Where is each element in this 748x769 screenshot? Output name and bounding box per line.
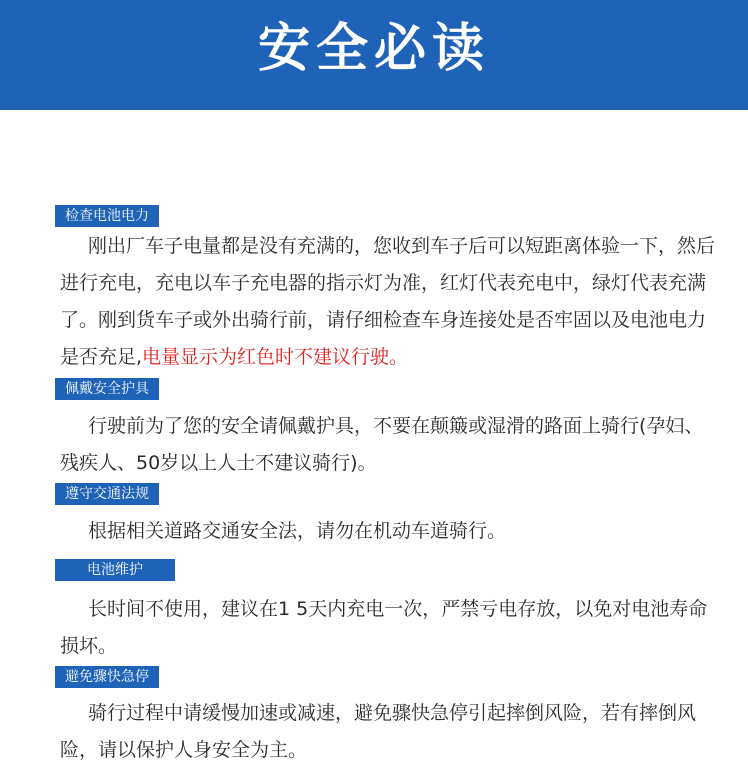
section-text-battery-maintenance: [60, 591, 720, 665]
battery-warning-text: 电量显示为红色时不建议行驶。: [142, 346, 409, 368]
section-label-battery-check: 检查电池电力: [55, 205, 159, 227]
page-title: 安全必读: [257, 19, 490, 79]
section-text-battery-check: [60, 228, 720, 376]
header-banner: [0, 0, 748, 110]
safety-content: [0, 110, 748, 765]
traffic-rules-body: 根据相关道路交通安全法，请勿在机动车道骑行。: [88, 520, 507, 542]
avoid-sudden-stop-body: 骑行过程中请缓慢加速或减速，避免骤快急停引起摔倒风险，若有摔倒风险，请以保护人身安全为主。: [60, 702, 697, 761]
section-text-protective-gear: [60, 408, 720, 482]
section-label-traffic-rules: 遵守交通法规: [55, 483, 159, 505]
section-label-battery-maintenance: 电池维护: [55, 559, 175, 581]
section-label-avoid-sudden-stop: 避免骤快急停: [55, 666, 159, 688]
section-text-avoid-sudden-stop: [60, 695, 720, 769]
section-label-protective-gear: 佩戴安全护具: [55, 378, 159, 400]
protective-gear-body: 行驶前为了您的安全请佩戴护具，不要在颠簸或湿滑的路面上骑行(孕妇、残疾人、50岁以上人士不建议骑行)。: [60, 415, 704, 474]
section-text-traffic-rules: [60, 513, 720, 550]
battery-maintenance-body: 长时间不使用，建议在1 5天内充电一次，严禁亏电存放，以免对电池寿命损坏。: [60, 598, 708, 657]
battery-check-body: 刚出厂车子电量都是没有充满的，您收到车子后可以短距离体验一下，然后进行充电，充电以车子充电器的指示灯为准，红灯代表充电中，绿灯代表充满了。刚到货车子或外出骑行前，请仔细检查车身连接处是否牢固以及电池电力是否充足,: [60, 235, 716, 368]
